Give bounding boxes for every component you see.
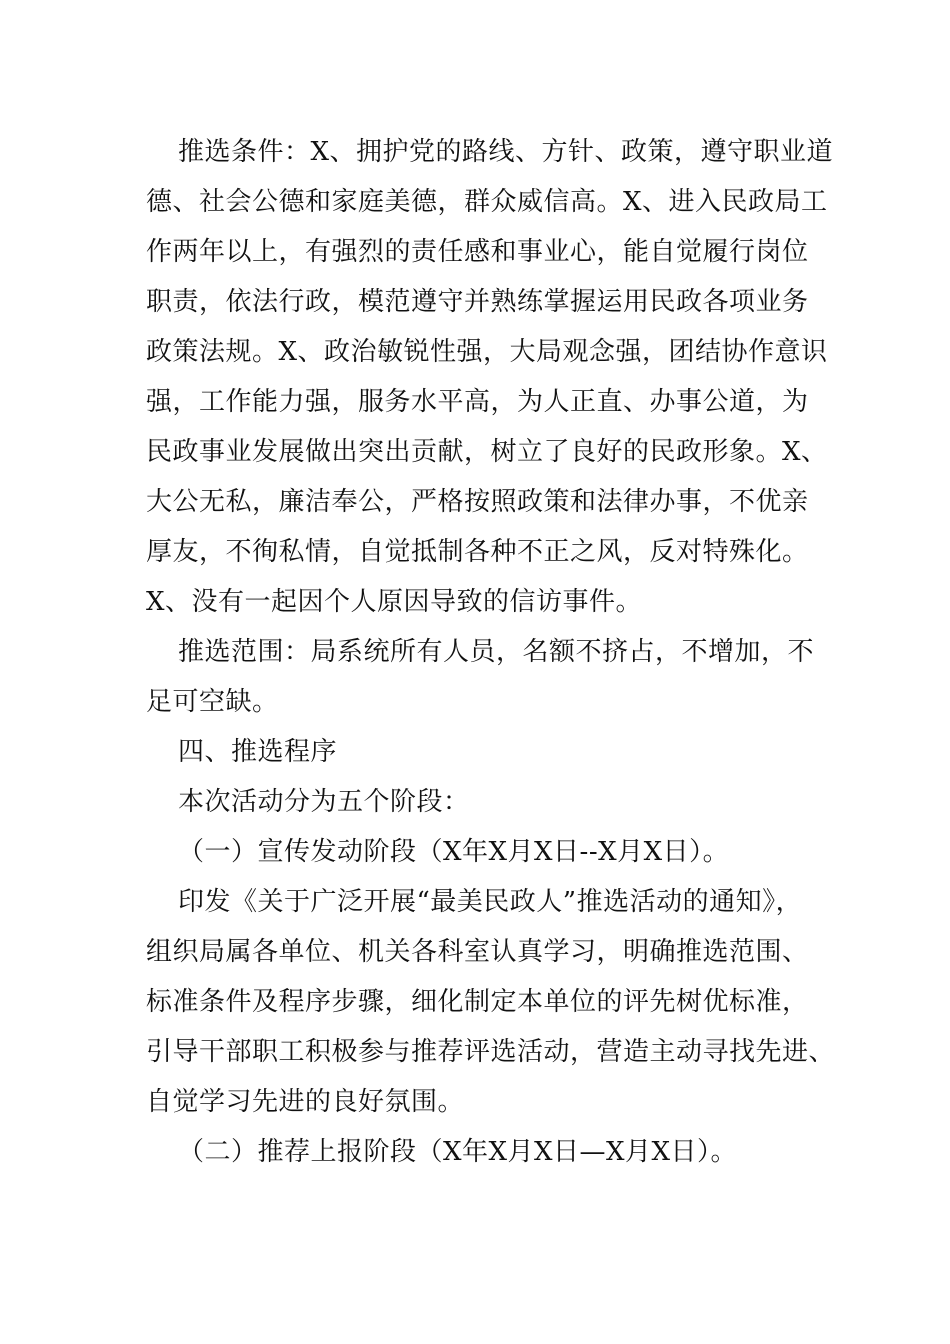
text-line: 职责，依法行政，模范遵守并熟练掌握运用民政各项业务: [146, 287, 809, 317]
text-line: 自觉学习先进的良好氛围。: [146, 1087, 465, 1117]
text-line: 厚友，不徇私情，自觉抵制各种不正之风，反对特殊化。: [146, 537, 809, 567]
text-line: 大公无私，廉洁奉公，严格按照政策和法律办事，不优亲: [146, 487, 809, 517]
text-line: 民政事业发展做出突出贡献，树立了良好的民政形象。X、: [146, 437, 828, 467]
text-line: 强，工作能力强，服务水平高，为人正直、办事公道，为: [146, 387, 809, 417]
text-line: X、没有一起因个人原因导致的信访事件。: [146, 587, 643, 617]
subsection-heading: （一）宣传发动阶段（X年X月X日--X月X日）。: [178, 837, 730, 867]
text-line: 组织局属各单位、机关各科室认真学习，明确推选范围、: [146, 937, 809, 967]
text-line: 足可空缺。: [146, 687, 279, 717]
text-line: 德、社会公德和家庭美德，群众威信高。X、进入民政局工: [146, 187, 828, 217]
text-line: 印发《关于广泛开展“最美民政人”推选活动的通知》，: [178, 887, 803, 917]
text-line: 标准条件及程序步骤，细化制定本单位的评先树优标准，: [146, 987, 809, 1017]
text-line: 引导干部职工积极参与推荐评选活动，营造主动寻找先进、: [146, 1037, 836, 1067]
text-line: 推选范围：局系统所有人员，名额不挤占，不增加，不: [178, 637, 815, 667]
text-line: 作两年以上，有强烈的责任感和事业心，能自觉履行岗位: [146, 237, 809, 267]
subsection-heading: （二）推荐上报阶段（X年X月X日—X月X日）。: [178, 1137, 738, 1167]
text-line: 推选条件：X、拥护党的路线、方针、政策，遵守职业道: [178, 137, 834, 167]
text-line: 政策法规。X、政治敏锐性强，大局观念强，团结协作意识: [146, 337, 828, 367]
section-heading: 四、推选程序: [178, 737, 338, 767]
text-line: 本次活动分为五个阶段：: [178, 787, 470, 817]
